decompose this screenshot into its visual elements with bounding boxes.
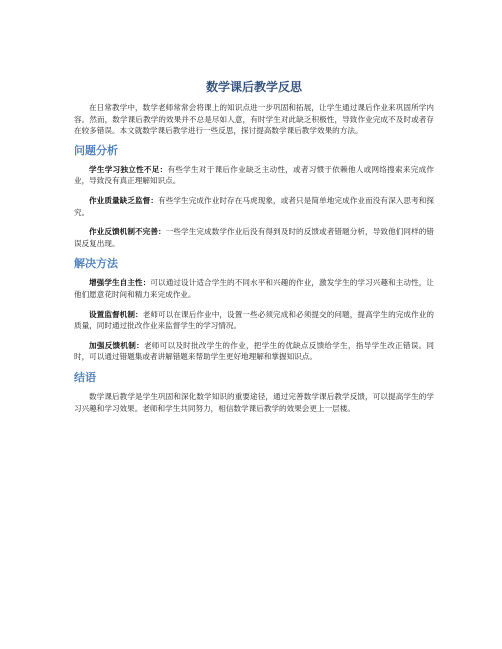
solution-item-1 [74, 277, 434, 300]
item-text: 老师可以在课后作业中，设置一些必须完成和必须提交的问题，提高学生的完成作业的质量，同时通过批改作业来监督学生的学习情况。 [74, 309, 435, 331]
intro-paragraph: 在日常教学中，数学老师常常会将课上的知识点进一步巩固和拓展，让学生通过课后作业来巩固所学内容。然而，数学课后教学的效果并不总是尽如人意，有时学生对此缺乏积极性，导致作业完成不及时或者存在较多错误。本文就数学课后教学进行一些反思，探讨提高数学课后教学效果的方法。 [74, 103, 434, 136]
item-separator: ： [142, 278, 151, 288]
item-text: 可以通过设计适合学生的不同水平和兴趣的作业，激发学生的学习兴趣和主动性，让他们愿意花时间和精力来完成作业。 [74, 278, 435, 299]
section-heading-analysis: 问题分析 [74, 143, 118, 157]
item-text: 老师可以及时批改学生的作业，把学生的优缺点反馈给学生，指导学生改正错误。同时，可以通过错题集或者讲解错题来帮助学生更好地理解和掌握知识点。 [74, 340, 435, 362]
item-separator: ： [159, 164, 168, 174]
item-text: 有些学生对于课后作业缺乏主动性，或者习惯于依赖他人或网络搜索来完成作业，导致没有真正理解知识点。 [74, 164, 435, 186]
item-separator: ： [136, 340, 144, 350]
item-term: 作业质量缺乏监督 [89, 195, 151, 205]
section-heading-conclusion: 结语 [74, 370, 96, 384]
analysis-item-1 [74, 164, 434, 187]
section-heading-solutions: 解决方法 [74, 257, 118, 271]
item-separator: ： [135, 309, 143, 319]
item-separator: ： [150, 195, 159, 205]
item-term: 学生学习独立性不足 [89, 164, 160, 174]
item-text: 一些学生完成数学作业后没有得到及时的反馈或者错题分析，导致他们同样的错误反复出现。 [74, 227, 435, 248]
analysis-item-3 [74, 226, 434, 249]
analysis-item-2 [74, 195, 434, 218]
item-term: 增强学生自主性 [89, 278, 143, 288]
item-separator: ： [158, 227, 166, 237]
item-text: 有些学生完成作业时存在马虎现象，或者只是简单地完成作业而没有深入思考和探究。 [74, 195, 435, 217]
document-title: 数学课后教学反思 [205, 80, 302, 94]
item-term: 加强反馈机制 [89, 340, 137, 350]
solution-item-2 [74, 309, 434, 332]
conclusion-paragraph: 数学课后教学是学生巩固和深化数学知识的重要途径，通过完善数学课后教学反馈，可以提高学生的学习兴趣和学习效果。老师和学生共同努力，相信数学课后教学的效果会更上一层楼。 [74, 391, 434, 413]
item-term: 作业反馈机制不完善 [89, 227, 159, 237]
document-page [74, 80, 434, 416]
item-term: 设置监督机制 [89, 309, 136, 319]
solution-item-3 [74, 340, 434, 363]
